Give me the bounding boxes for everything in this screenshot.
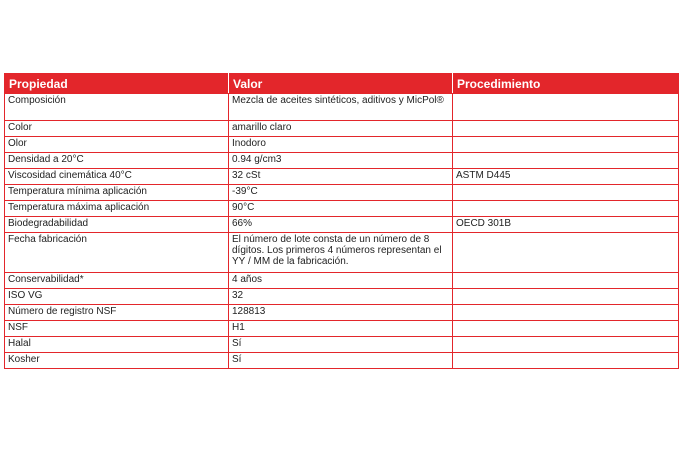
cell-propiedad: Conservabilidad* [5,273,229,289]
table-row [5,233,679,273]
cell-valor: -39°C [229,185,453,201]
table-row [5,273,679,289]
properties-table [4,73,679,369]
cell-valor: 90°C [229,201,453,217]
table-row [5,94,679,121]
table-row [5,353,679,369]
cell-valor: H1 [229,321,453,337]
cell-propiedad: Fecha fabricación [5,233,229,273]
cell-procedimiento [453,321,679,337]
cell-procedimiento [453,289,679,305]
cell-procedimiento [453,337,679,353]
cell-procedimiento: OECD 301B [453,217,679,233]
cell-procedimiento [453,94,679,121]
table-row [5,289,679,305]
cell-procedimiento [453,305,679,321]
cell-propiedad: Densidad a 20°C [5,153,229,169]
table-row [5,321,679,337]
table-row [5,153,679,169]
cell-valor: 0.94 g/cm3 [229,153,453,169]
cell-procedimiento [453,201,679,217]
cell-procedimiento: ASTM D445 [453,169,679,185]
cell-valor: El número de lote consta de un número de 8 dígitos. Los primeros 4 números representan el YY / MM de la fabricación. [229,233,453,273]
cell-valor: 66% [229,217,453,233]
cell-valor: 32 cSt [229,169,453,185]
cell-valor: 4 años [229,273,453,289]
cell-propiedad: ISO VG [5,289,229,305]
cell-procedimiento [453,233,679,273]
table-row [5,185,679,201]
cell-procedimiento [453,121,679,137]
cell-procedimiento [453,185,679,201]
cell-valor: 128813 [229,305,453,321]
cell-valor: Sí [229,353,453,369]
cell-propiedad: Halal [5,337,229,353]
table-row [5,337,679,353]
table-row [5,305,679,321]
cell-propiedad: Olor [5,137,229,153]
header-propiedad: Propiedad [5,74,229,94]
header-row [5,74,679,94]
cell-valor: Inodoro [229,137,453,153]
cell-propiedad: Temperatura mínima aplicación [5,185,229,201]
cell-procedimiento [453,153,679,169]
cell-procedimiento [453,137,679,153]
cell-procedimiento [453,273,679,289]
cell-valor: amarillo claro [229,121,453,137]
cell-valor: 32 [229,289,453,305]
table-header [5,74,679,94]
cell-propiedad: Kosher [5,353,229,369]
table-row [5,137,679,153]
table-row [5,201,679,217]
cell-procedimiento [453,353,679,369]
header-valor: Valor [229,74,453,94]
cell-valor: Sí [229,337,453,353]
header-procedimiento: Procedimiento [453,74,679,94]
cell-propiedad: NSF [5,321,229,337]
cell-propiedad: Color [5,121,229,137]
table-row [5,217,679,233]
cell-propiedad: Composición [5,94,229,121]
cell-propiedad: Número de registro NSF [5,305,229,321]
cell-propiedad: Temperatura máxima aplicación [5,201,229,217]
table-row [5,121,679,137]
cell-propiedad: Biodegradabilidad [5,217,229,233]
table-row [5,169,679,185]
table-body [5,94,679,369]
cell-valor: Mezcla de aceites sintéticos, aditivos y MicPol® [229,94,453,121]
cell-propiedad: Viscosidad cinemática 40°C [5,169,229,185]
